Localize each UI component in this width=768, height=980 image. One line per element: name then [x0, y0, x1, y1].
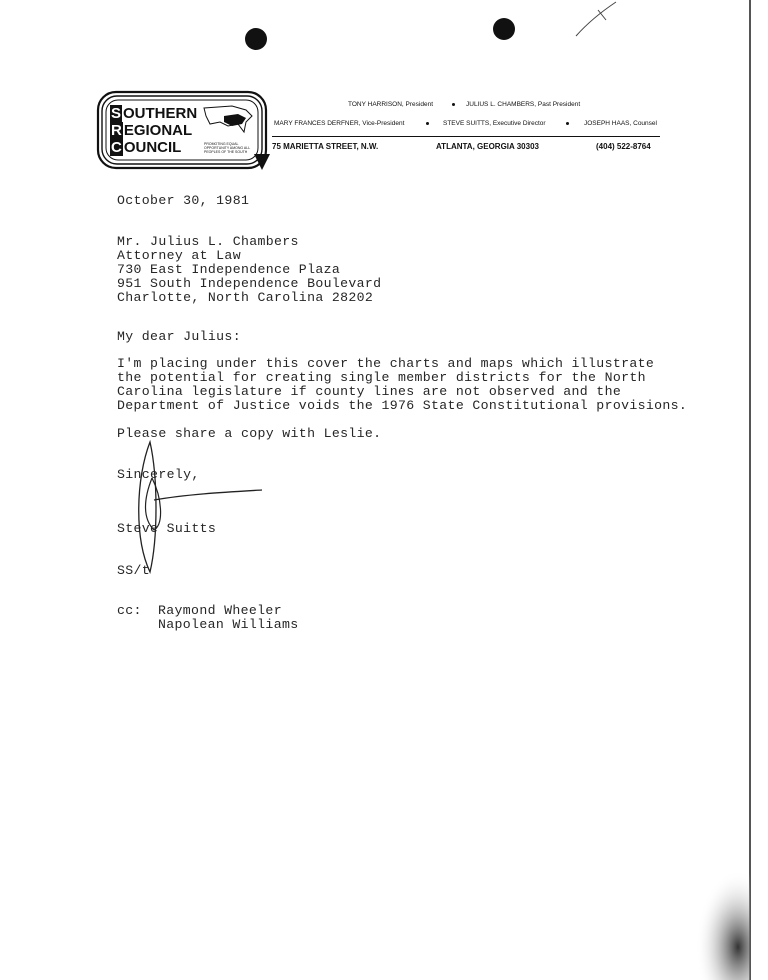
- letter-body: [117, 357, 687, 413]
- punch-hole-left: [245, 28, 267, 50]
- scan-smudge: [690, 870, 750, 980]
- body-line: Carolina legislature if county lines are not observed and the: [117, 384, 622, 399]
- body-line: I'm placing under this cover the charts and maps which illustrate: [117, 356, 655, 371]
- letter-date: October 30, 1981: [117, 193, 250, 208]
- officer-executive-director: STEVE SUITTS, Executive Director: [443, 120, 546, 127]
- street-address: 75 MARIETTA STREET, N.W.: [272, 142, 379, 151]
- officer-vice-president: MARY FRANCES DERFNER, Vice-President: [274, 120, 405, 127]
- page-right-edge: [749, 0, 751, 980]
- officer-past-president: JULIUS L. CHAMBERS, Past President: [466, 101, 581, 108]
- handwritten-signature: [128, 438, 268, 578]
- recipient-address: [117, 235, 381, 305]
- address-line: Charlotte, North Carolina 28202: [117, 290, 374, 305]
- logo-word-council: OUNCIL: [123, 139, 182, 156]
- logo-word-regional: EGIONAL: [123, 122, 193, 139]
- signer-name: Steve Suitts: [117, 521, 217, 536]
- address-line: 730 East Independence Plaza: [117, 262, 341, 277]
- cc-recipient: Raymond Wheeler: [158, 603, 282, 618]
- closing: Sincerely,: [117, 467, 200, 482]
- salutation: My dear Julius:: [117, 329, 241, 344]
- officer-president: TONY HARRISON, President: [348, 101, 434, 108]
- logo-word-southern: OUTHERN: [123, 105, 198, 122]
- logo-initial-s: S: [111, 105, 122, 122]
- logo-initial-r: R: [111, 122, 122, 139]
- punch-hole-right: [493, 18, 515, 40]
- body-line: Department of Justice voids the 1976 State Constitutional provisions.: [117, 398, 688, 413]
- cc-list: [158, 604, 298, 632]
- south-map-icon: [202, 104, 254, 134]
- address-line: Mr. Julius L. Chambers: [117, 234, 299, 249]
- letterhead-logo: [96, 90, 268, 170]
- logo-tagline: PROMOTING EQUAL OPPORTUNITY AMONG ALL PEOPLES OF THE SOUTH: [204, 142, 251, 154]
- city-address: ATLANTA, GEORGIA 30303: [436, 142, 539, 151]
- body-line: the potential for creating single member districts for the North: [117, 370, 646, 385]
- logo-initial-c: C: [111, 139, 122, 156]
- request-line: Please share a copy with Leslie.: [117, 426, 382, 441]
- letterhead-rule: [272, 136, 660, 137]
- address-line: Attorney at Law: [117, 248, 241, 263]
- pen-mark: [572, 0, 622, 40]
- cc-recipient: Napolean Williams: [158, 617, 299, 632]
- officer-counsel: JOSEPH HAAS, Counsel: [584, 120, 657, 127]
- cc-label: cc:: [117, 603, 142, 618]
- typist-initials: SS/t: [117, 563, 151, 578]
- phone-number: (404) 522-8764: [596, 142, 651, 151]
- address-line: 951 South Independence Boulevard: [117, 276, 382, 291]
